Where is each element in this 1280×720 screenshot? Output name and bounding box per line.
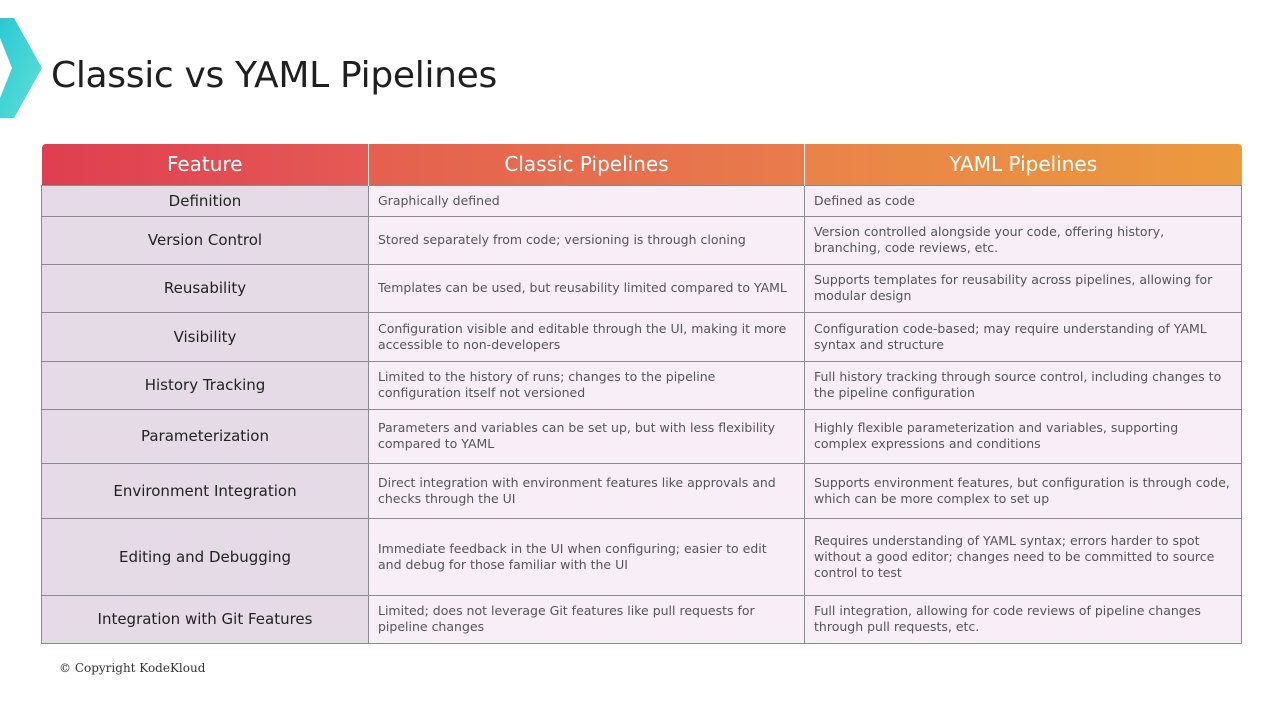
feature-cell: Definition [42, 185, 369, 216]
yaml-cell: Configuration code-based; may require understanding of YAML syntax and structure [805, 312, 1242, 361]
table-row [42, 463, 1242, 518]
chevron-right-icon [0, 18, 44, 118]
feature-cell: Environment Integration [42, 463, 369, 518]
table-row [42, 216, 1242, 264]
yaml-cell: Full history tracking through source control, including changes to the pipeline configuration [805, 361, 1242, 409]
table-row [42, 518, 1242, 595]
feature-cell: Parameterization [42, 409, 369, 463]
table-header-row [42, 144, 1242, 185]
classic-cell: Stored separately from code; versioning is through cloning [369, 216, 805, 264]
table-row [42, 361, 1242, 409]
yaml-cell: Defined as code [805, 185, 1242, 216]
table-row [42, 409, 1242, 463]
feature-cell: Visibility [42, 312, 369, 361]
classic-cell: Immediate feedback in the UI when configuring; easier to edit and debug for those familiar with the UI [369, 518, 805, 595]
yaml-cell: Supports environment features, but configuration is through code, which can be more complex to set up [805, 463, 1242, 518]
classic-cell: Direct integration with environment features like approvals and checks through the UI [369, 463, 805, 518]
page-title: Classic vs YAML Pipelines [51, 55, 497, 96]
feature-cell: Version Control [42, 216, 369, 264]
classic-cell: Limited to the history of runs; changes to the pipeline configuration itself not versioned [369, 361, 805, 409]
column-header-feature: Feature [42, 144, 369, 185]
classic-cell: Parameters and variables can be set up, but with less flexibility compared to YAML [369, 409, 805, 463]
classic-cell: Configuration visible and editable through the UI, making it more accessible to non-developers [369, 312, 805, 361]
yaml-cell: Version controlled alongside your code, offering history, branching, code reviews, etc. [805, 216, 1242, 264]
feature-cell: History Tracking [42, 361, 369, 409]
table-row [42, 185, 1242, 216]
yaml-cell: Requires understanding of YAML syntax; errors harder to spot without a good editor; changes need to be committed to source control to test [805, 518, 1242, 595]
table-row [42, 264, 1242, 312]
classic-cell: Templates can be used, but reusability limited compared to YAML [369, 264, 805, 312]
column-header-classic: Classic Pipelines [369, 144, 805, 185]
yaml-cell: Full integration, allowing for code reviews of pipeline changes through pull requests, etc. [805, 595, 1242, 643]
table-row [42, 312, 1242, 361]
feature-cell: Editing and Debugging [42, 518, 369, 595]
table-row [42, 595, 1242, 643]
column-header-yaml: YAML Pipelines [805, 144, 1242, 185]
yaml-cell: Highly flexible parameterization and variables, supporting complex expressions and conditions [805, 409, 1242, 463]
copyright-footer: © Copyright KodeKloud [59, 661, 206, 675]
feature-cell: Integration with Git Features [42, 595, 369, 643]
feature-cell: Reusability [42, 264, 369, 312]
comparison-table [41, 144, 1242, 644]
classic-cell: Graphically defined [369, 185, 805, 216]
classic-cell: Limited; does not leverage Git features like pull requests for pipeline changes [369, 595, 805, 643]
yaml-cell: Supports templates for reusability across pipelines, allowing for modular design [805, 264, 1242, 312]
